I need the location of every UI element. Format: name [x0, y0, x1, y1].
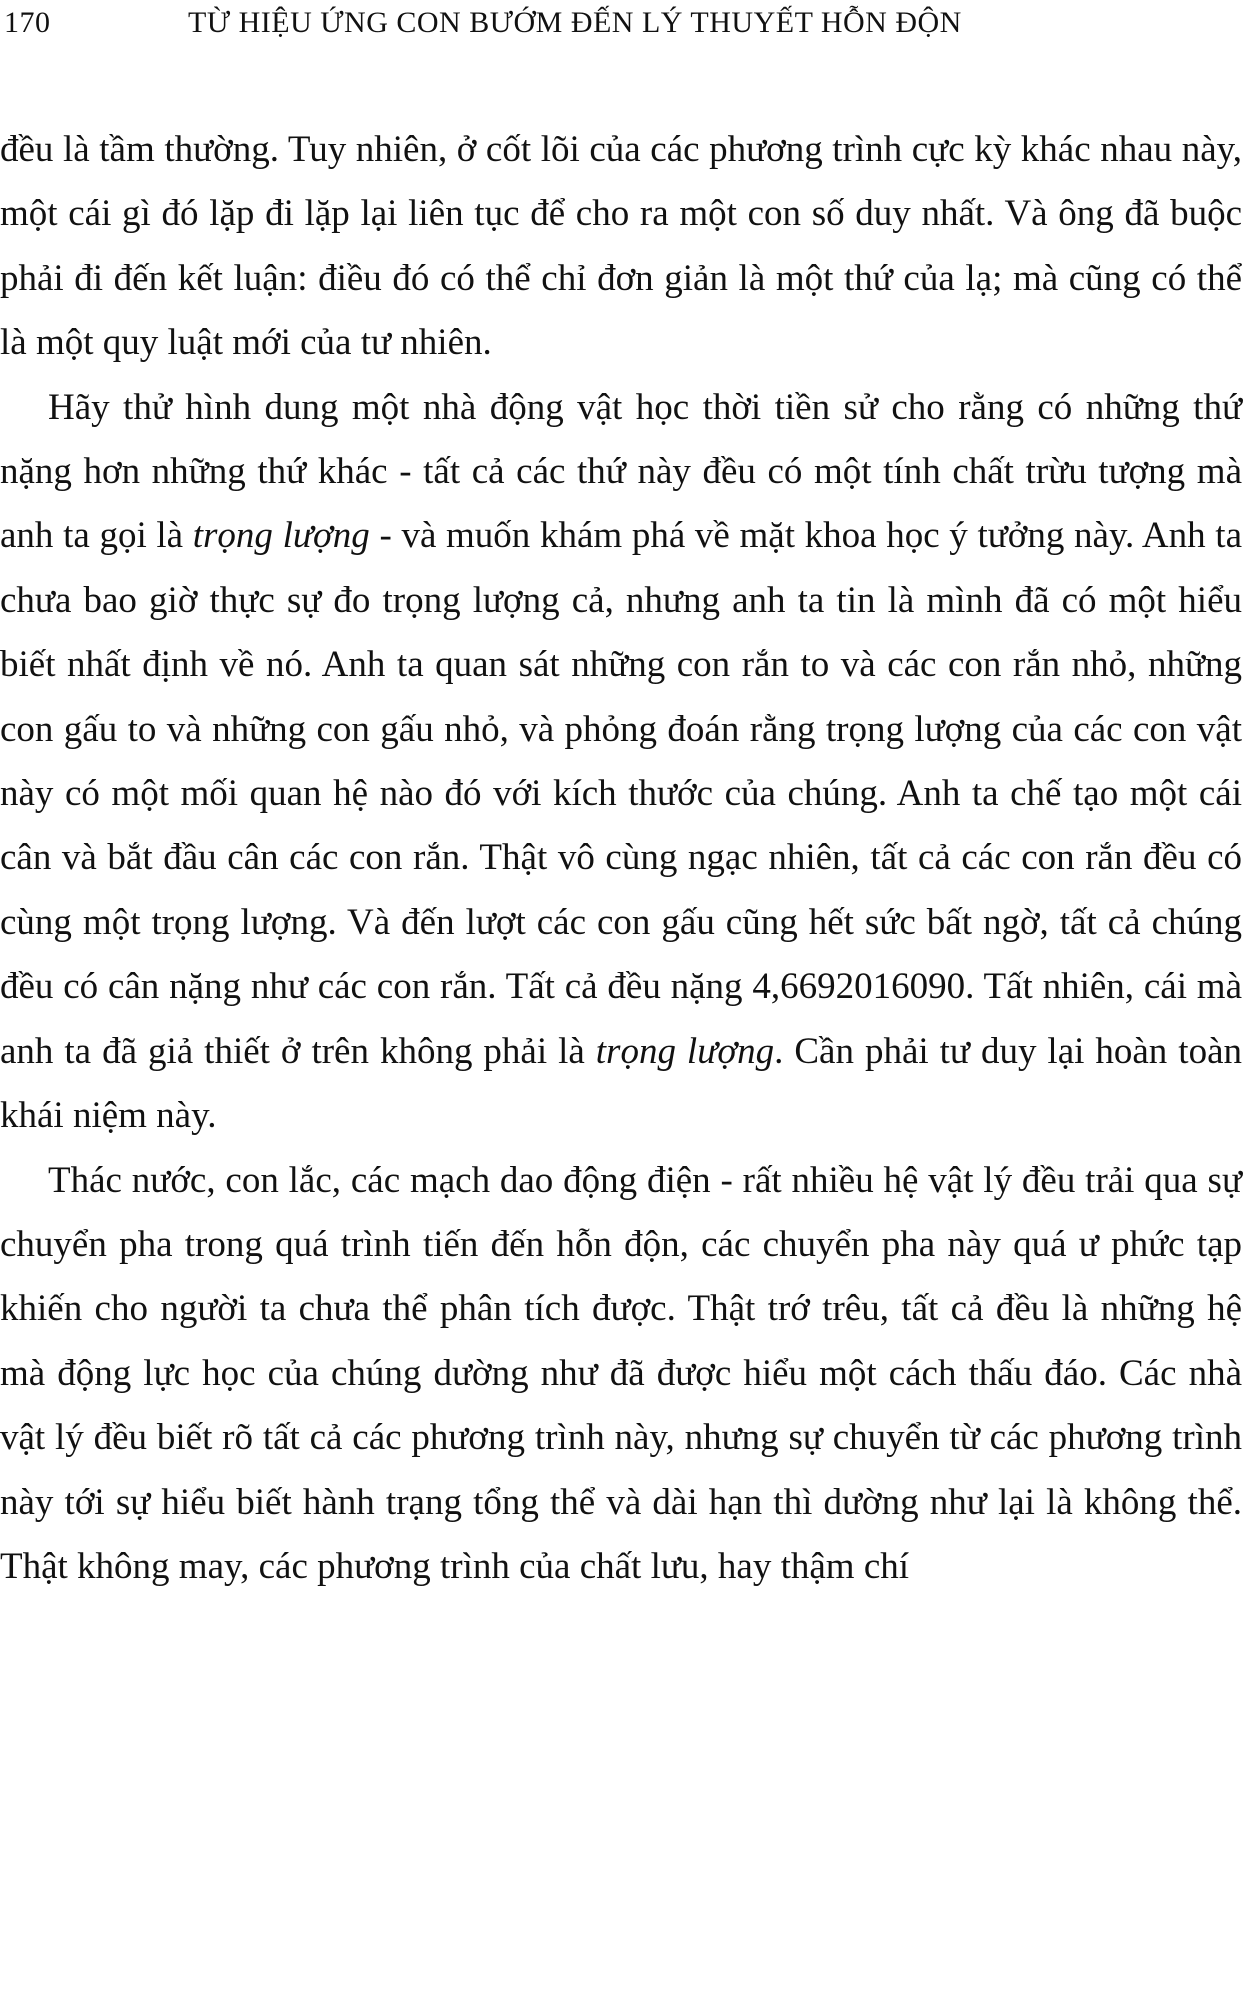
- italic-term: trọng lượng: [595, 1030, 775, 1072]
- paragraph-text: - và muốn khám phá về mặt khoa học ý tưởng này. Anh ta chưa bao giờ thực sự đo trọng lượng cả, nhưng anh ta tin là mình đã có một hiểu biết nhất định về nó. Anh ta quan sát những con rắn to và các con rắn nhỏ, những con gấu to và những con gấu nhỏ, và phỏng đoán rằng trọng lượng của các con vật này có một mối quan hệ nào đó với kích thước của chúng. Anh ta chế tạo một cái cân và bắt đầu cân các con rắn. Thật vô cùng ngạc nhiên, tất cả các con rắn đều có cùng một trọng lượng. Và đến lượt các con gấu cũng hết sức bất ngờ, tất cả chúng đều có cân nặng như các con rắn. Tất cả đều nặng 4,6692016090. Tất nhiên, cái mà anh ta đã giả thiết ở trên không phải là: [0, 515, 1242, 1072]
- paragraph-text: Hãy thử hình dung một nhà động vật học thời tiền sử cho rằng có những thứ nặng hơn những thứ khác - tất cả các thứ này đều có một tính chất trừu tượng mà anh ta gọi là: [0, 386, 1242, 557]
- paragraph-text: . Cần phải tư duy lại hoàn toàn khái niệm này.: [0, 1030, 1242, 1137]
- running-header: [4, 6, 1104, 46]
- page-number: 170: [4, 6, 51, 39]
- paragraph-continuation: [0, 118, 1242, 376]
- paragraph-zoologist: [0, 376, 1242, 1149]
- body-text: [0, 118, 1242, 1599]
- paragraph-text: đều là tầm thường. Tuy nhiên, ở cốt lõi của các phương trình cực kỳ khác nhau này, một cái gì đó lặp đi lặp lại liên tục để cho ra một con số duy nhất. Và ông đã buộc phải đi đến kết luận: điều đó có thể chỉ đơn giản là một thứ của lạ; mà cũng có thể là một quy luật mới của tư nhiên.: [0, 129, 1242, 364]
- paragraph-phase-transitions: [0, 1149, 1242, 1600]
- running-title: TỪ HIỆU ỨNG CON BƯỚM ĐẾN LÝ THUYẾT HỖN ĐỘN: [188, 6, 962, 39]
- italic-term: trọng lượng: [192, 515, 370, 557]
- paragraph-text: Thác nước, con lắc, các mạch dao động điện - rất nhiều hệ vật lý đều trải qua sự chuyển pha trong quá trình tiến đến hỗn độn, các chuyển pha này quá ư phức tạp khiến cho người ta chưa thể phân tích được. Thật trớ trêu, tất cả đều là những hệ mà động lực học của chúng dường như đã được hiểu một cách thấu đáo. Các nhà vật lý đều biết rõ tất cả các phương trình này, nhưng sự chuyển từ các phương trình này tới sự hiểu biết hành trạng tổng thể và dài hạn thì dường như lại là không thể. Thật không may, các phương trình của chất lưu, hay thậm chí: [0, 1159, 1242, 1587]
